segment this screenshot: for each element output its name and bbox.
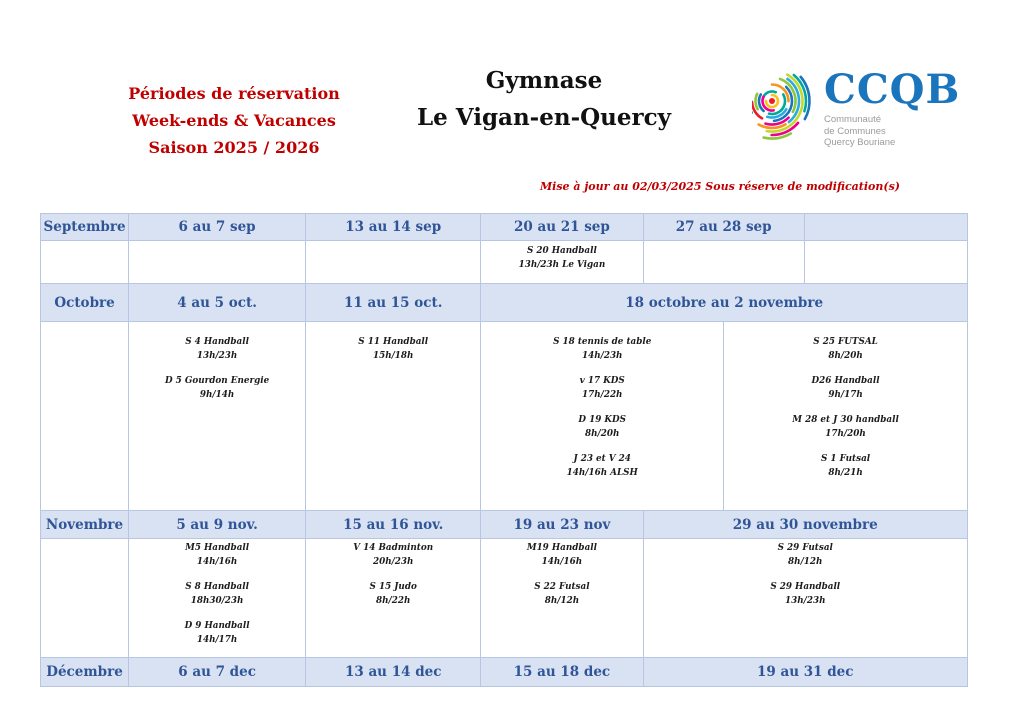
date-range-label: 15 au 18 dec: [513, 664, 611, 680]
ccqb-subtitle: [824, 114, 960, 149]
events-cell: [129, 539, 306, 658]
table-row: [41, 658, 968, 687]
event-line: v 17 KDS: [579, 376, 625, 386]
schedule-table: [40, 213, 968, 687]
date-range-cell: [306, 511, 481, 539]
date-range-label: 13 au 14 dec: [344, 664, 442, 680]
table-row: [41, 284, 968, 322]
event-line: 8h/22h: [376, 595, 411, 606]
reservation-period-title: [103, 80, 365, 161]
event-line: D26 Handball: [811, 376, 880, 386]
event-line: J 23 et V 24: [573, 454, 631, 464]
event-line: 17h/22h: [581, 389, 623, 400]
table-row: [41, 539, 968, 658]
date-range-cell: [129, 284, 306, 322]
title-line: Week-ends & Vacances: [132, 111, 336, 130]
event-line: 14h/23h: [581, 350, 623, 361]
ccqb-subtitle-line: Quercy Bouriane: [824, 137, 896, 148]
event-line: S 18 tennis de table: [553, 337, 652, 347]
date-range-label: 5 au 9 nov.: [176, 516, 258, 533]
event-block: [129, 542, 305, 569]
event-line: 8h/12h: [544, 595, 580, 606]
event-line: 14h/16h ALSH: [566, 467, 638, 478]
event-block: [724, 336, 967, 363]
event-line: 9h/14h: [199, 389, 235, 400]
month-label: Septembre: [43, 219, 126, 235]
month-cell: [41, 658, 129, 687]
event-line: S 15 Judo: [369, 582, 417, 592]
date-range-cell: [644, 214, 805, 241]
logo-center-dot: [769, 98, 775, 104]
date-range-cell: [481, 284, 968, 322]
event-block: [481, 336, 723, 363]
date-range-cell: [481, 214, 643, 241]
month-cell: [41, 511, 129, 539]
event-block: [481, 414, 723, 441]
table-row: [41, 322, 968, 511]
ccqb-subtitle-line: Communauté: [824, 114, 882, 125]
table-row: [41, 511, 968, 539]
events-cell: [306, 241, 481, 284]
date-range-cell: [644, 658, 968, 687]
date-range-label: 19 au 31 dec: [756, 664, 854, 680]
event-block: [481, 375, 723, 402]
date-range-cell: [129, 511, 306, 539]
month-label: Décembre: [46, 664, 123, 680]
title-line: Périodes de réservation: [128, 84, 340, 103]
date-range-label: 13 au 14 sep: [345, 219, 442, 235]
title-line: Gymnase: [485, 67, 603, 94]
event-block: [129, 336, 305, 363]
event-line: M 28 et J 30 handball: [792, 415, 899, 425]
events-cell: [129, 322, 306, 511]
event-block: [129, 581, 305, 608]
event-line: S 22 Futsal: [534, 582, 590, 592]
month-label: Octobre: [54, 294, 115, 311]
logo-arc: [752, 64, 809, 138]
date-range-cell: [129, 658, 306, 687]
events-cell: [306, 322, 481, 511]
date-range-cell: [481, 658, 643, 687]
event-block: [724, 375, 967, 402]
event-line: 13h/23h Le Vigan: [518, 259, 606, 270]
ccqb-acronym: CCQB: [824, 66, 961, 113]
event-line: 13h/23h: [196, 350, 238, 361]
date-range-cell: [306, 214, 481, 241]
date-range-label: 6 au 7 dec: [178, 664, 256, 680]
event-line: S 11 Handball: [358, 337, 429, 347]
event-line: D 19 KDS: [578, 415, 627, 425]
events-cell: [41, 241, 129, 284]
title-line: Saison 2025 / 2026: [148, 138, 320, 157]
event-line: 13h/23h: [784, 595, 826, 606]
date-range-label: 27 au 28 sep: [675, 219, 772, 235]
date-range-cell: [644, 511, 968, 539]
date-range-cell: [481, 511, 643, 539]
table-row: [41, 214, 968, 241]
event-line: S 1 Futsal: [820, 454, 871, 464]
table-row: [41, 241, 968, 284]
event-line: 9h/17h: [828, 389, 863, 400]
events-cell: [306, 539, 481, 658]
date-range-label: 6 au 7 sep: [178, 219, 256, 235]
event-block: [481, 581, 642, 608]
event-line: S 20 Handball: [527, 246, 597, 256]
event-block: [724, 414, 967, 441]
event-line: V 14 Badminton: [353, 543, 434, 553]
title-line: Le Vigan-en-Quercy: [416, 104, 672, 131]
month-cell: [41, 214, 129, 241]
events-cell: [129, 241, 306, 284]
event-block: [481, 453, 723, 480]
event-line: M19 Handball: [526, 543, 597, 553]
ccqb-logo-text: [824, 66, 961, 149]
month-label: Novembre: [45, 516, 124, 533]
date-range-label: 11 au 15 oct.: [344, 294, 443, 311]
event-line: 8h/12h: [788, 556, 823, 567]
date-range-label: 29 au 30 novembre: [732, 516, 878, 533]
events-cell: [724, 322, 968, 511]
event-block: [644, 581, 967, 608]
date-range-label: 20 au 21 sep: [513, 219, 610, 235]
event-line: 20h/23h: [372, 556, 414, 567]
event-block: [481, 245, 642, 272]
events-cell: [805, 241, 968, 284]
event-line: S 29 Futsal: [777, 543, 833, 553]
event-line: D 9 Handball: [184, 621, 250, 631]
event-line: M5 Handball: [185, 543, 250, 553]
date-range-label: 4 au 5 oct.: [177, 294, 257, 311]
events-cell: [644, 241, 805, 284]
event-block: [306, 581, 480, 608]
event-line: 14h/17h: [196, 634, 238, 645]
update-note: Mise à jour au 02/03/2025 Sous réserve de modification(s): [539, 180, 900, 193]
event-line: S 29 Handball: [770, 582, 841, 592]
event-line: 14h/16h: [541, 556, 583, 567]
events-cell: [481, 322, 724, 511]
date-range-cell: [805, 214, 968, 241]
events-cell: [481, 241, 643, 284]
event-block: [724, 453, 967, 480]
events-cell: [481, 539, 643, 658]
date-range-cell: [306, 284, 481, 322]
events-cell: [644, 539, 968, 658]
event-line: 8h/21h: [828, 467, 863, 478]
date-range-label: 15 au 16 nov.: [343, 516, 444, 533]
event-block: [644, 542, 967, 569]
gymnase-title: [398, 62, 690, 136]
date-range-label: 18 octobre au 2 novembre: [625, 294, 824, 311]
event-block: [129, 620, 305, 647]
event-block: [306, 336, 480, 363]
event-line: 17h/20h: [825, 428, 866, 439]
date-range-cell: [306, 658, 481, 687]
ccqb-logo: [752, 57, 964, 162]
event-line: D 5 Gourdon Energie: [164, 376, 270, 386]
events-cell: [41, 539, 129, 658]
events-cell: [41, 322, 129, 511]
event-line: 14h/16h: [196, 556, 238, 567]
event-line: 8h/20h: [585, 428, 620, 439]
month-cell: [41, 284, 129, 322]
event-line: 15h/18h: [372, 350, 414, 361]
date-range-label: 19 au 23 nov: [513, 516, 611, 533]
event-line: 8h/20h: [828, 350, 863, 361]
event-line: S 8 Handball: [185, 582, 249, 592]
event-block: [306, 542, 480, 569]
event-line: S 25 FUTSAL: [813, 337, 878, 347]
event-block: [481, 542, 642, 569]
ccqb-logo-mark: [752, 61, 814, 155]
event-line: 18h30/23h: [190, 595, 244, 606]
date-range-cell: [129, 214, 306, 241]
event-block: [129, 375, 305, 402]
event-line: S 4 Handball: [185, 337, 249, 347]
ccqb-subtitle-line: de Communes: [824, 125, 886, 137]
